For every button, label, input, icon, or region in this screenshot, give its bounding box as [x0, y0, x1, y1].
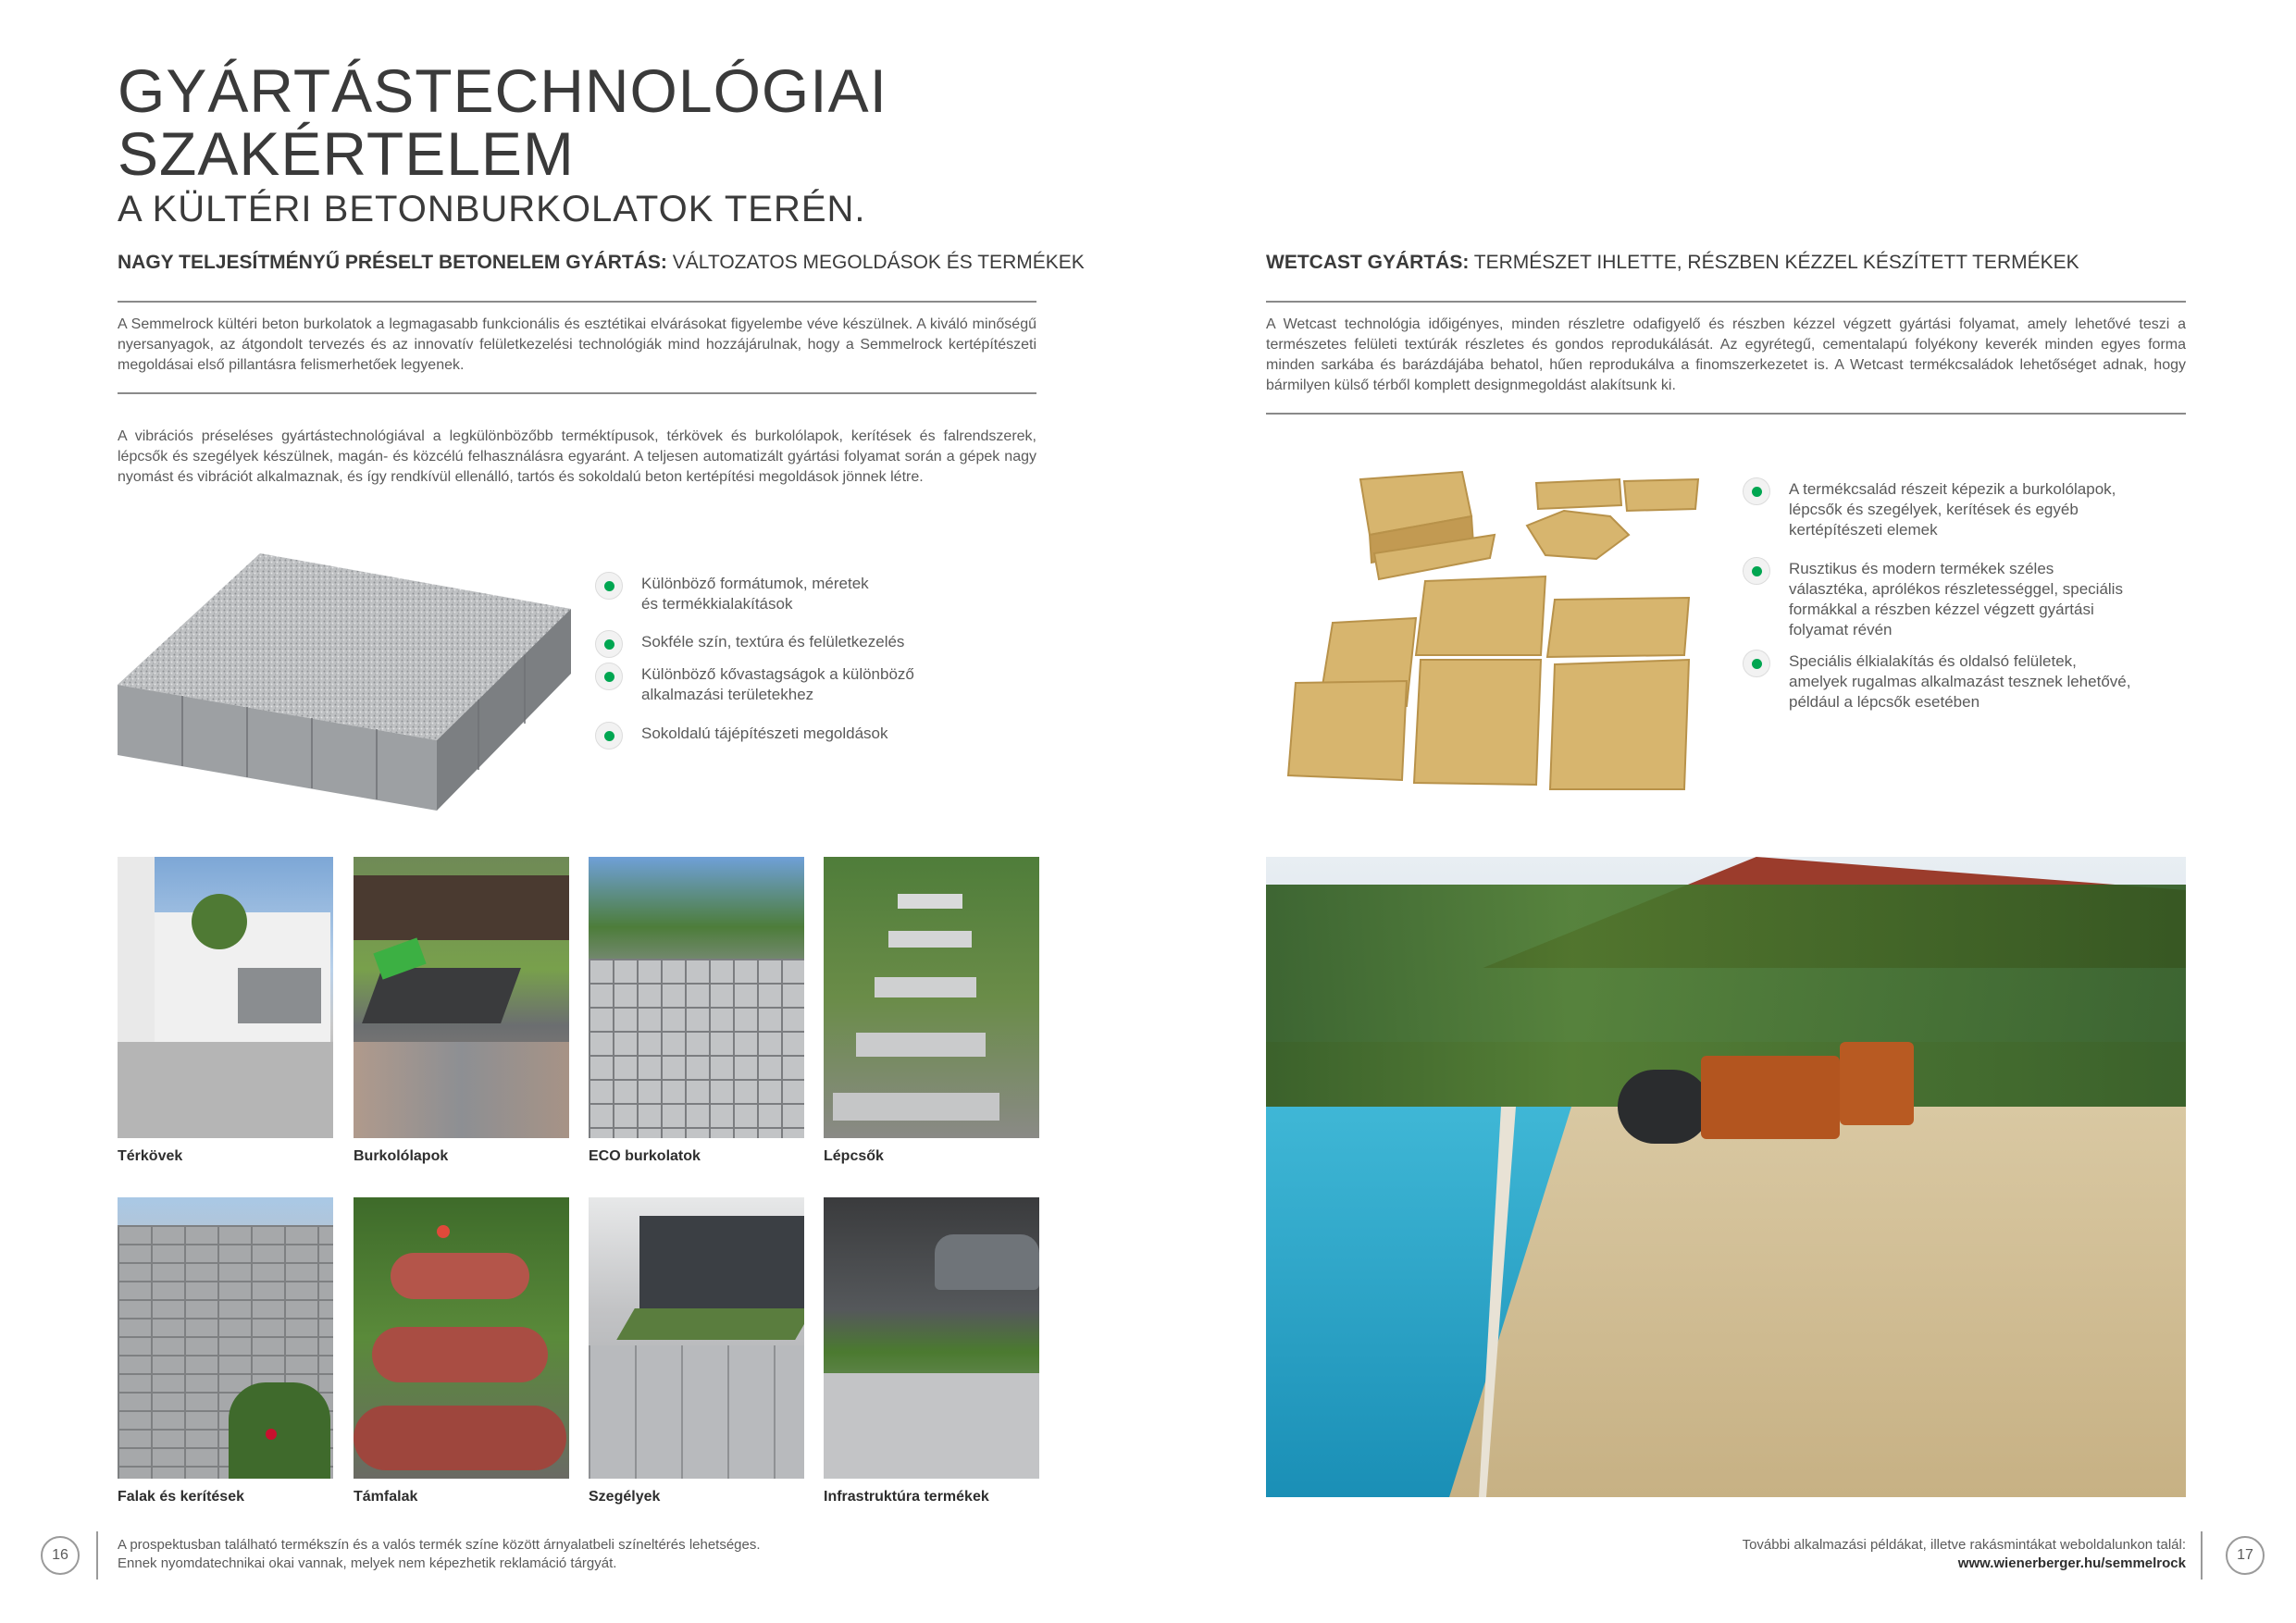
- disclaimer-line-1: A prospektusban található termékszín és a valós termék színe között árnyalatbeli színeltérés lehetséges.: [118, 1537, 761, 1553]
- right-bullet-list: [1743, 479, 2178, 712]
- tile-falak-caption: Falak és kerítések: [118, 1489, 244, 1505]
- tile-terkovek-image: [118, 857, 333, 1138]
- disclaimer-line-2: Ennek nyomdatechnikai okai vannak, melyek nem képezhetik reklamáció tárgyát.: [118, 1555, 617, 1571]
- left-rule-1: [118, 301, 1036, 303]
- left-bullet-list: [595, 574, 1002, 750]
- bullet-dot-icon: [595, 572, 623, 600]
- bullet-dot-icon: [1743, 477, 1770, 505]
- left-bullet-4: [595, 724, 1002, 750]
- tile-infrastruktura-caption: Infrastruktúra termékek: [824, 1489, 989, 1505]
- bullet-dot-icon: [595, 663, 623, 690]
- left-body-paragraph: A vibrációs préseléses gyártástechnológiával a legkülönbözőbb terméktípusok, térkövek és burkolólapok, kerítések és falrendszerek, lépcsők és szegélyek készülnek, magán- és közcélú felhasználásra egyaránt. A teljesen automatizált gyártási folyamat során a gépek nagy nyomást és vibrációt alkalmaznak, és így rendkívül ellenálló, tartós és sokoldalú beton kertépítési megoldások jönnek létre.: [118, 428, 1036, 485]
- bullet-dot-icon: [1743, 650, 1770, 677]
- left-bullet-1: [595, 574, 1002, 613]
- bullet-text: Különböző formátumok, méretek és termékkialakítások: [641, 575, 869, 613]
- footer-more-info: [1743, 1536, 2186, 1573]
- footer-divider-right: [2201, 1531, 2203, 1580]
- title-line-1: GYÁRTÁSTECHNOLÓGIAI: [118, 56, 887, 125]
- website-link[interactable]: www.wienerberger.hu/semmelrock: [1957, 1555, 2186, 1571]
- right-intro-paragraph: A Wetcast technológia időigényes, minden részletre odafigyelő és részben kézzel végzett gyártási folyamat, amely lehetővé teszi a természetes felületi textúrák részletes és gondos reprodukálását. Az egyrétegű, cementalapú folyékony keverék minden egyes forma minden sarkába és barázdájába behatol, hűen reprodukálva a finomszerkezetet is. A Wetcast termékcsaládok lehetőséget adnak, hogy bármilyen külső térből komplett designmegoldást alakítsunk ki.: [1266, 316, 2186, 393]
- left-bullet-3: [595, 664, 1002, 705]
- tile-eco-burkolatok-image: [589, 857, 804, 1138]
- footer-disclaimer: [118, 1536, 761, 1573]
- right-rule-2: [1266, 413, 2186, 415]
- bullet-text: Rusztikus és modern termékek széles választéka, aprólékos részletességgel, speciális formákkal a részben kézzel végzett gyártási folyamat révén: [1789, 560, 2123, 638]
- left-bullet-2: [595, 632, 1002, 656]
- tile-tamfalak-caption: Támfalak: [354, 1489, 418, 1505]
- bullet-dot-icon: [1743, 557, 1770, 585]
- right-heading-bold: WETCAST GYÁRTÁS:: [1266, 252, 1470, 273]
- terrace-pool-photo: [1266, 857, 2186, 1497]
- bullet-text: Sokféle szín, textúra és felületkezelés: [641, 633, 905, 650]
- bullet-text: Speciális élkialakítás és oldalsó felületek, amelyek rugalmas alkalmazást tesznek lehetővé, például a lépcsők esetében: [1789, 652, 2131, 711]
- tile-infrastruktura-image: [824, 1197, 1039, 1479]
- tile-terkovek-caption: Térkövek: [118, 1148, 183, 1164]
- right-section-heading: [1266, 250, 2079, 276]
- footer-divider-left: [96, 1531, 98, 1580]
- tile-eco-burkolatok-caption: ECO burkolatok: [589, 1148, 701, 1164]
- more-info-text: További alkalmazási példákat, illetve rakásmintákat weboldalunkon talál:: [1742, 1537, 2186, 1553]
- right-rule-1: [1266, 301, 2186, 303]
- page-number-left: 16: [41, 1536, 80, 1575]
- left-heading-rest: VÁLTOZATOS MEGOLDÁSOK ÉS TERMÉKEK: [666, 252, 1085, 273]
- tile-tamfalak-image: [354, 1197, 569, 1479]
- bullet-text: A termékcsalád részeit képezik a burkolólapok, lépcsők és szegélyek, kerítések és egyéb kertépítészeti elemek: [1789, 480, 2116, 539]
- page-title: [118, 56, 887, 188]
- bullet-text: Sokoldalú tájépítészeti megoldások: [641, 725, 888, 742]
- left-rule-2: [118, 392, 1036, 394]
- tile-falak-image: [118, 1197, 333, 1479]
- tile-burkololapok-caption: Burkolólapok: [354, 1148, 449, 1164]
- title-line-2: SZAKÉRTELEM: [118, 119, 575, 188]
- tile-burkololapok-image: [354, 857, 569, 1138]
- paver-slab-image: [118, 553, 571, 812]
- tile-szegelyek-caption: Szegélyek: [589, 1489, 661, 1505]
- tile-lepcsok-caption: Lépcsők: [824, 1148, 884, 1164]
- bullet-text: Különböző kővastagságok a különböző alkalmazási területekhez: [641, 665, 914, 703]
- right-heading-rest: TERMÉSZET IHLETTE, RÉSZBEN KÉZZEL KÉSZÍTETT TERMÉKEK: [1469, 252, 2079, 273]
- tile-lepcsok-image: [824, 857, 1039, 1138]
- page-number-right: 17: [2226, 1536, 2265, 1575]
- left-heading-bold: NAGY TELJESÍTMÉNYŰ PRÉSELT BETONELEM GYÁRTÁS:: [118, 252, 667, 273]
- left-intro-paragraph: A Semmelrock kültéri beton burkolatok a legmagasabb funkcionális és esztétikai elvárásokat figyelembe véve készülnek. A kiváló minőségű nyersanyagok, az átgondolt tervezés és az innovatív felületkezelési technológiák mind hozzájárulnak, hogy a Semmelrock kertépítészeti megoldásai első pillantásra felismerhetőek legyenek.: [118, 316, 1036, 373]
- tile-szegelyek-image: [589, 1197, 804, 1479]
- right-bullet-3: [1743, 651, 2178, 712]
- right-bullet-1: [1743, 479, 2178, 540]
- bullet-dot-icon: [595, 722, 623, 750]
- right-bullet-2: [1743, 559, 2178, 640]
- wetcast-stones-image: [1277, 470, 1703, 794]
- page-subtitle: A KÜLTÉRI BETONBURKOLATOK TERÉN.: [118, 189, 866, 229]
- bullet-dot-icon: [595, 630, 623, 658]
- left-section-heading: [118, 250, 1085, 276]
